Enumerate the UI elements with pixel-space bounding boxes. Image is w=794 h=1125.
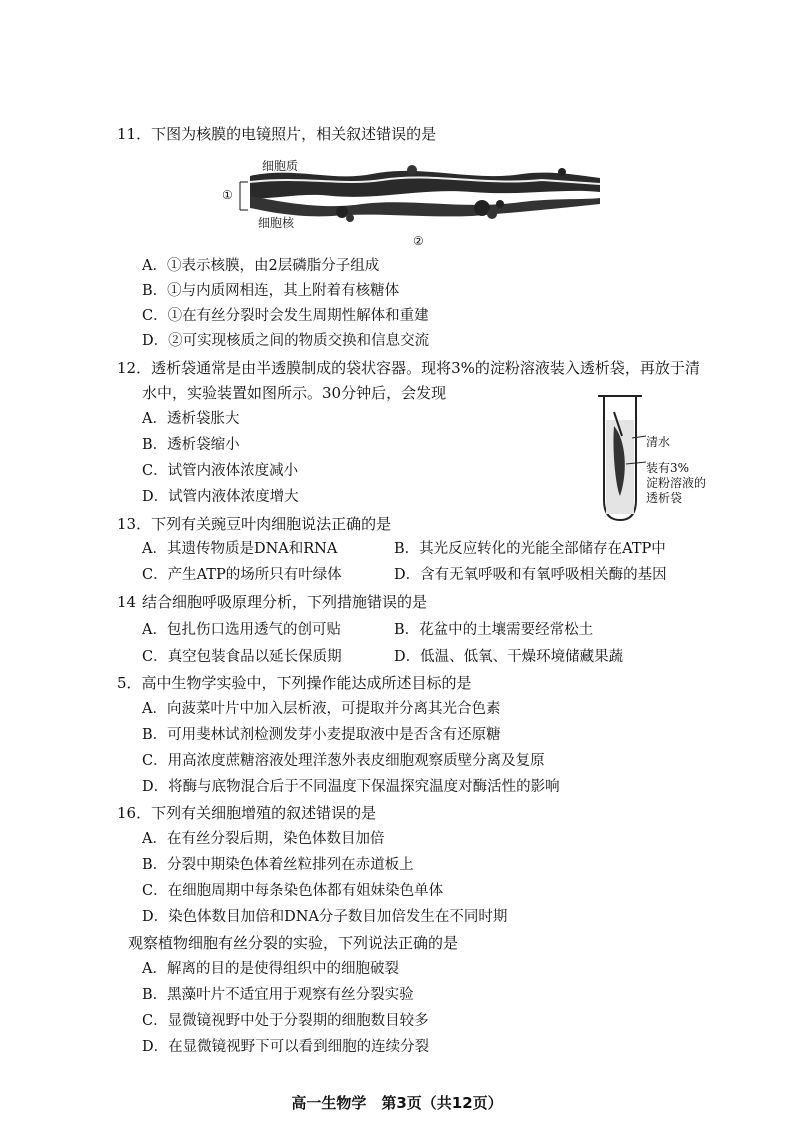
q17-option-d: D．在显微镜视野下可以看到细胞的连续分裂 xyxy=(142,1039,430,1055)
label-bag-line2: 淀粉溶液的 xyxy=(646,476,707,490)
q16-option-c: C．在细胞周期中每条染色体都有姐妹染色单体 xyxy=(142,883,444,899)
q11-option-d: D．②可实现核质之间的物质交换和信息交流 xyxy=(142,333,430,349)
q14-stem: 结合细胞呼吸原理分析，下列措施错误的是 xyxy=(142,593,428,611)
page-footer: 高一生物学 第3页（共12页） xyxy=(291,1094,503,1112)
q12-option-d: D．试管内液体浓度增大 xyxy=(142,489,299,505)
q11-option-c: C．①在有丝分裂时会发生周期性解体和重建 xyxy=(142,308,429,324)
q12-stem-line1: 12．透析袋通常是由半透膜制成的袋状容器。现将3%的淀粉溶液装入透析袋，再放于清 xyxy=(117,359,700,377)
q12-option-a: A．透析袋胀大 xyxy=(142,411,240,427)
dialysis-test-tube-figure xyxy=(596,392,646,526)
label-nucleus: 细胞核 xyxy=(258,216,295,230)
q15-option-a: A．向菠菜叶片中加入层析液，可提取并分离其光合色素 xyxy=(142,701,501,717)
q13-option-b: B．其光反应转化的光能全部储存在ATP中 xyxy=(394,541,666,557)
q13-stem: 13．下列有关豌豆叶肉细胞说法正确的是 xyxy=(117,515,392,533)
q14-option-b: B．花盆中的土壤需要经常松土 xyxy=(394,622,594,638)
q14-option-d: D．低温、低氧、干燥环境储藏果蔬 xyxy=(394,649,624,665)
q12-stem-line2: 水中，实验装置如图所示。30分钟后，会发现 xyxy=(142,384,447,402)
q14-option-c: C．真空包装食品以延长保质期 xyxy=(142,649,342,665)
q17-option-a: A．解离的目的是使得组织中的细胞破裂 xyxy=(142,961,399,977)
label-marker-1: ① xyxy=(222,188,233,202)
q15-option-c: C．用高浓度蔗糖溶液处理洋葱外表皮细胞观察质壁分离及复原 xyxy=(142,753,545,769)
q15-option-d: D．将酶与底物混合后于不同温度下保温探究温度对酶活性的影响 xyxy=(142,779,560,795)
q15-stem: 5．高中生物学实验中，下列操作能达成所述目标的是 xyxy=(117,674,472,692)
q16-option-a: A．在有丝分裂后期，染色体数目加倍 xyxy=(142,831,385,847)
label-bag-line3: 透析袋 xyxy=(646,491,683,505)
q14-number: 14 xyxy=(117,593,137,611)
label-marker-2: ② xyxy=(413,234,424,248)
q14-option-a: A．包扎伤口选用透气的创可贴 xyxy=(142,622,341,638)
q13-option-c: C．产生ATP的场所只有叶绿体 xyxy=(142,567,342,583)
q16-option-d: D．染色体数目加倍和DNA分子数目加倍发生在不同时期 xyxy=(142,909,508,925)
q16-stem: 16．下列有关细胞增殖的叙述错误的是 xyxy=(117,804,377,822)
q15-option-b: B．可用斐林试剂检测发芽小麦提取液中是否含有还原糖 xyxy=(142,727,501,743)
q12-option-c: C．试管内液体浓度减小 xyxy=(142,463,299,479)
label-clear-water: 清水 xyxy=(646,435,671,449)
q11-stem: 11．下图为核膜的电镜照片，相关叙述错误的是 xyxy=(117,125,437,143)
q13-option-d: D．含有无氧呼吸和有氧呼吸相关酶的基因 xyxy=(394,567,667,583)
label-bag-line1: 装有3% xyxy=(646,461,690,475)
q11-option-b: B．①与内质网相连，其上附着有核糖体 xyxy=(142,283,400,299)
label-cytoplasm: 细胞质 xyxy=(262,159,299,173)
q17-stem: 观察植物细胞有丝分裂的实验，下列说法正确的是 xyxy=(128,934,459,952)
q13-option-a: A．其遗传物质是DNA和RNA xyxy=(142,541,338,557)
q17-option-b: B．黑藻叶片不适宜用于观察有丝分裂实验 xyxy=(142,987,414,1003)
q12-option-b: B．透析袋缩小 xyxy=(142,437,240,453)
q17-option-c: C．显微镜视野中处于分裂期的细胞数目较多 xyxy=(142,1013,429,1029)
q16-option-b: B．分裂中期染色体着丝粒排列在赤道板上 xyxy=(142,857,414,873)
q11-option-a: A．①表示核膜，由2层磷脂分子组成 xyxy=(142,258,380,274)
